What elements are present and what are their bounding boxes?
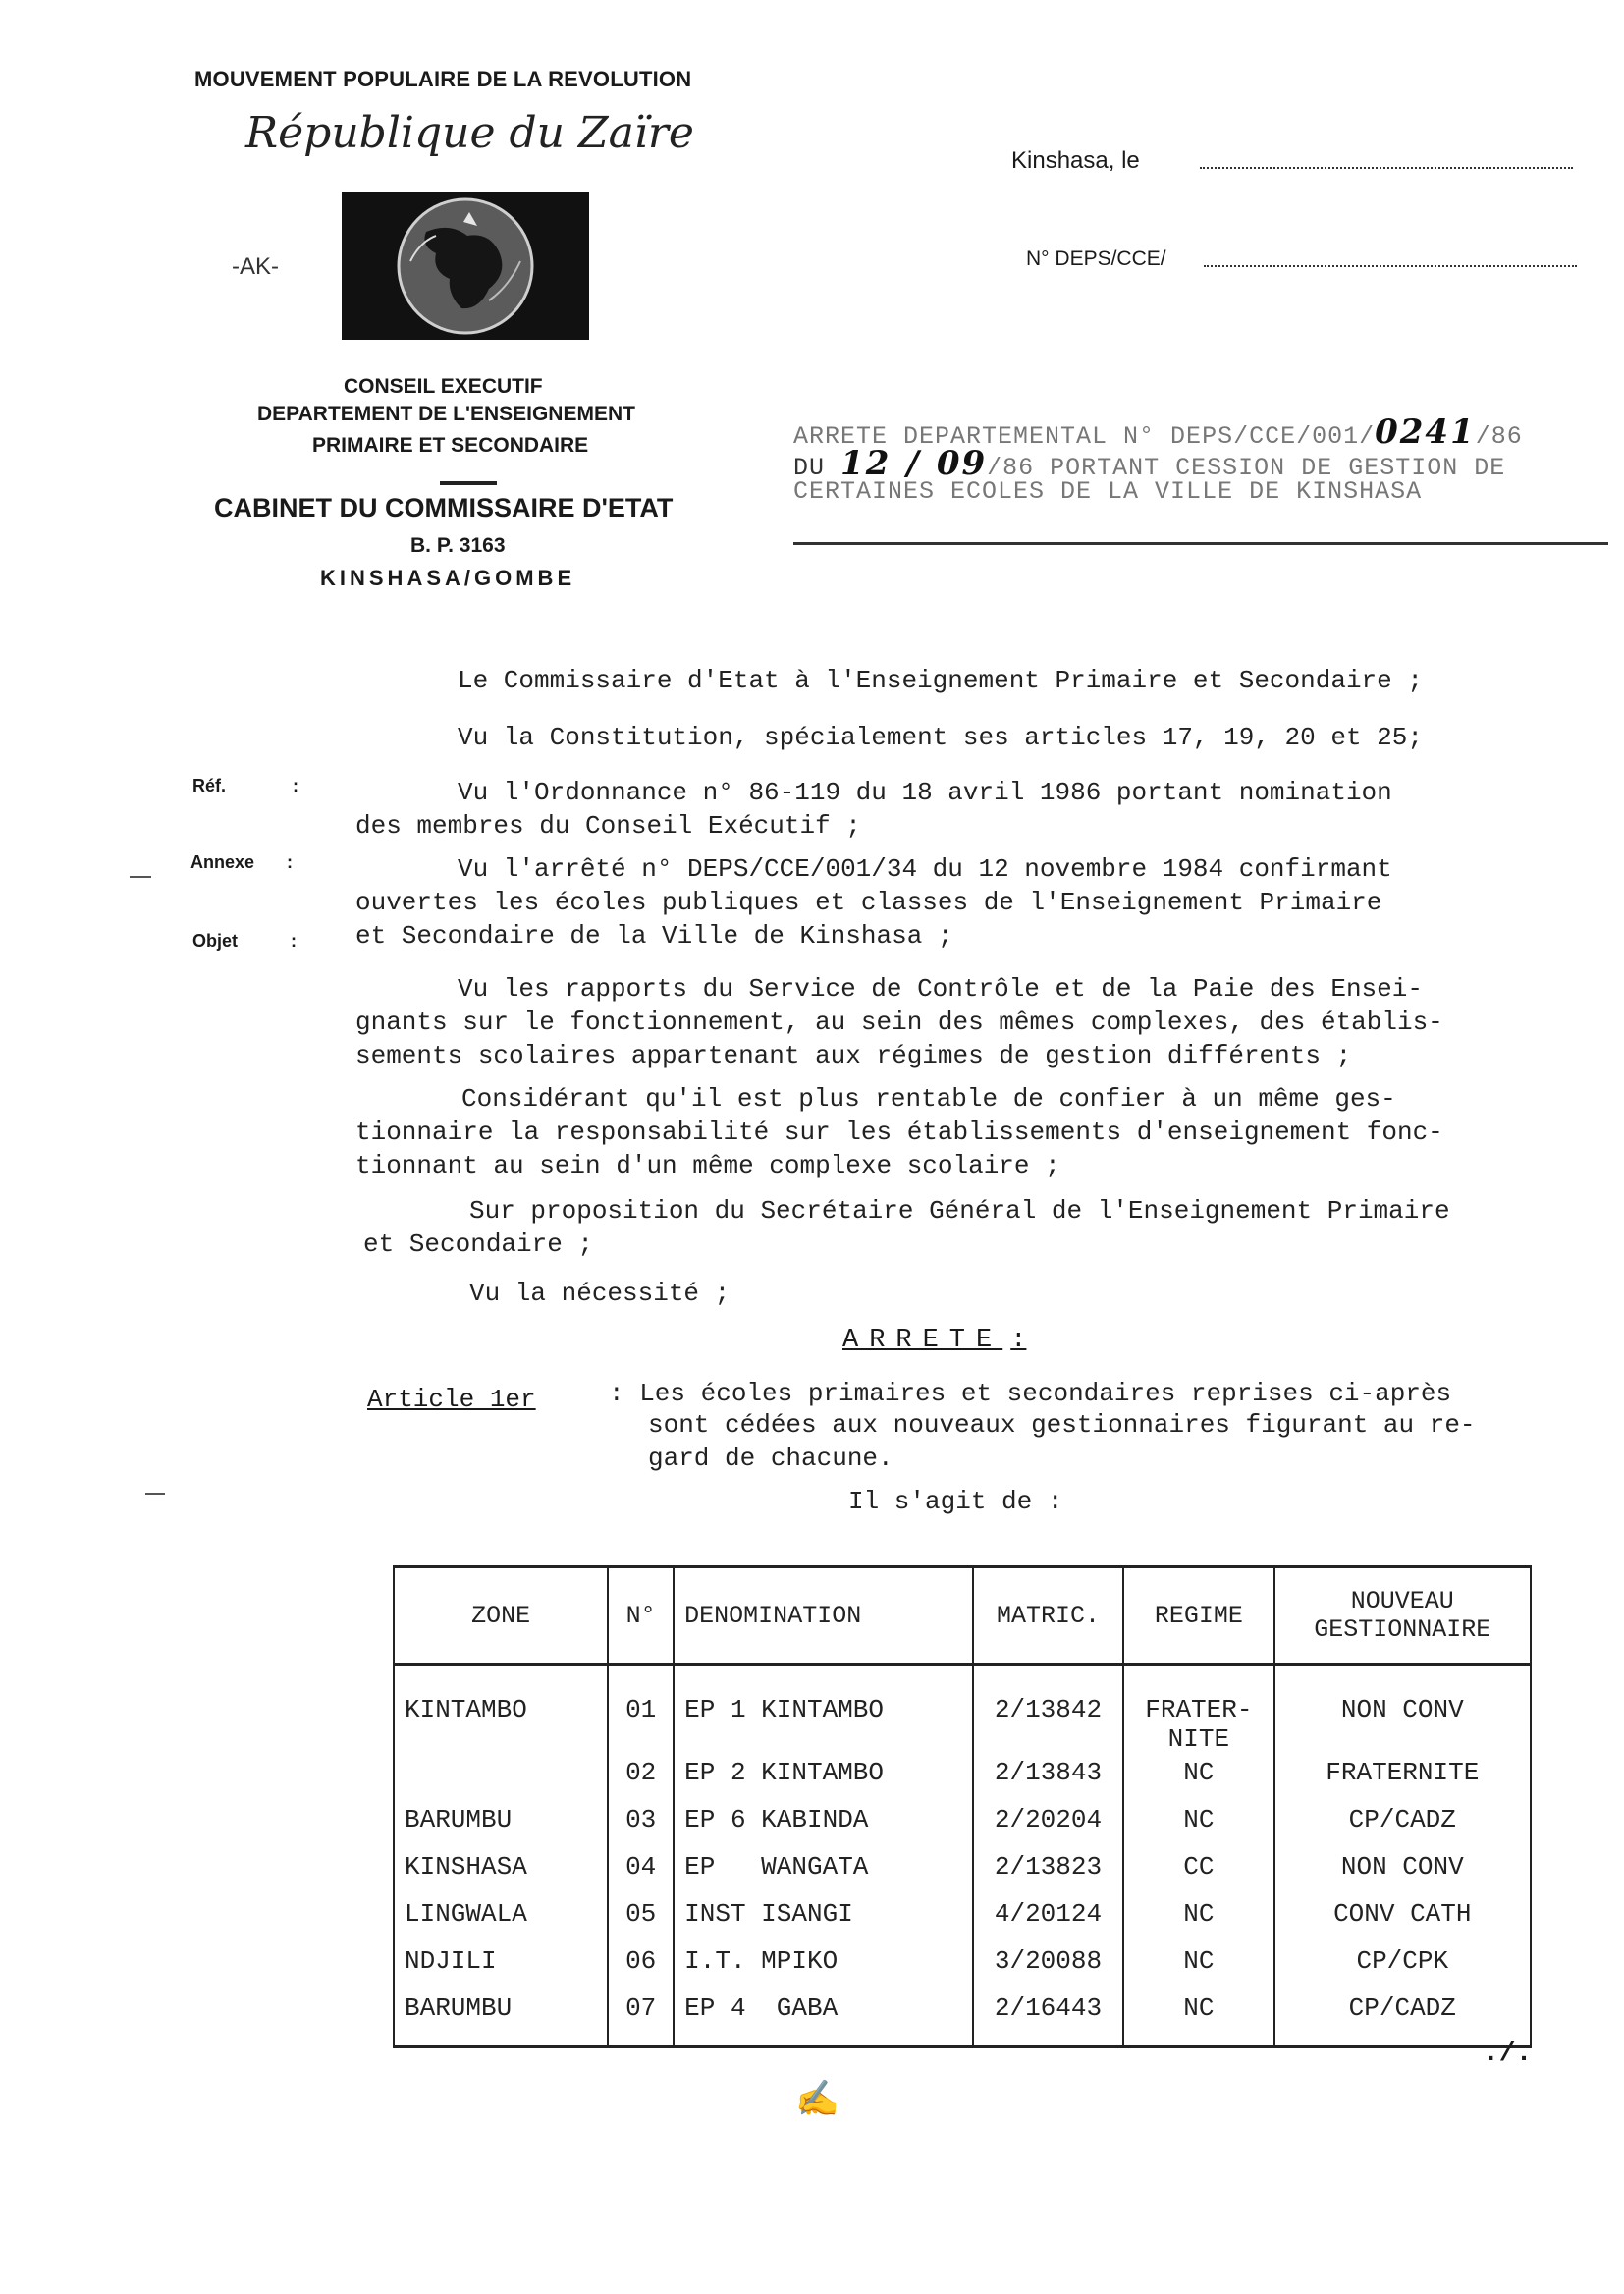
cell-zone: KINSHASA [394, 1850, 608, 1897]
body-line: des membres du Conseil Exécutif ; [355, 811, 861, 841]
col-regime: REGIME [1123, 1567, 1273, 1665]
body-line: ouvertes les écoles publiques et classes de l'Enseignement Primaire [355, 888, 1382, 917]
article-label: Article 1er [367, 1385, 536, 1414]
decree-heading-underline [793, 542, 1608, 545]
decree-year: /86 [1475, 422, 1523, 451]
body-line: Vu les rapports du Service de Contrôle et de la Paie des Ensei- [458, 974, 1423, 1004]
republic-signature-heading: République du Zaïre [245, 108, 694, 158]
body-line: sements scolaires appartenant aux régimes de gestion différents ; [355, 1041, 1352, 1070]
decree-date-prefix: DU [793, 454, 826, 482]
body-line: gnants sur le fonctionnement, au sein des mêmes complexes, des établis- [355, 1008, 1443, 1037]
cell-matric: 3/20088 [973, 1944, 1123, 1992]
col-new-manager [1274, 1567, 1531, 1665]
cell-zone: LINGWALA [394, 1897, 608, 1944]
cell-denomination: EP 1 KINTAMBO [674, 1665, 973, 1757]
body-line: Vu la nécessité ; [469, 1279, 731, 1308]
cell-denomination: EP 2 KINTAMBO [674, 1756, 973, 1803]
cell-number: 04 [608, 1850, 674, 1897]
cell-zone: NDJILI [394, 1944, 608, 1992]
margin-tick-mark [130, 876, 151, 878]
table-row [394, 1803, 1531, 1850]
po-box: B. P. 3163 [410, 534, 506, 557]
department-line-1: DEPARTEMENT DE L'ENSEIGNEMENT [257, 403, 635, 425]
decree-heading-line-3: CERTAINES ECOLES DE LA VILLE DE KINSHASA [793, 477, 1423, 506]
table-row [394, 1756, 1531, 1803]
cell-new-manager: NON CONV [1274, 1850, 1531, 1897]
city-label: KINSHASA/GOMBE [320, 566, 576, 590]
cell-regime-line-2: NITE [1167, 1724, 1230, 1754]
col-new-manager-line-2: GESTIONNAIRE [1314, 1615, 1491, 1644]
continued-mark: ./. [1483, 2039, 1533, 2069]
cell-regime: NC [1123, 1944, 1273, 1992]
col-matric: MATRIC. [973, 1567, 1123, 1665]
objet-colon: : [291, 931, 297, 951]
department-line-2: PRIMAIRE ET SECONDAIRE [312, 434, 589, 457]
decree-heading-text: ARRETE DEPARTEMENTAL N° DEPS/CCE/001/ [793, 422, 1376, 451]
arrete-title [842, 1326, 1026, 1355]
cell-matric: 2/13823 [973, 1850, 1123, 1897]
il-sagit-line: Il s'agit de : [848, 1487, 1063, 1516]
cell-denomination: EP 6 KABINDA [674, 1803, 973, 1850]
annexe-colon: : [287, 852, 293, 872]
cell-number: 03 [608, 1803, 674, 1850]
margin-tick-mark [145, 1493, 165, 1495]
cell-regime: CC [1123, 1850, 1273, 1897]
cell-zone [394, 1756, 608, 1803]
national-emblem [342, 192, 589, 340]
table-row [394, 1944, 1531, 1992]
cell-matric: 2/13842 [973, 1665, 1123, 1757]
decree-day-handwritten: 12 [840, 444, 892, 483]
article-text-line: gard de chacune. [648, 1444, 893, 1473]
decree-date-separator: / [906, 444, 921, 483]
cell-new-manager: NON CONV [1274, 1665, 1531, 1757]
body-line: et Secondaire ; [363, 1229, 594, 1259]
cell-regime: NC [1123, 1756, 1273, 1803]
cell-zone: BARUMBU [394, 1803, 608, 1850]
arrete-title-text: ARRETE [842, 1326, 1003, 1355]
cell-matric: 2/13843 [973, 1756, 1123, 1803]
cell-zone: KINTAMBO [394, 1665, 608, 1757]
cell-new-manager: FRATERNITE [1274, 1756, 1531, 1803]
header-separator [440, 481, 497, 485]
ref-label: Réf. [192, 776, 227, 795]
body-line: Le Commissaire d'Etat à l'Enseignement Primaire et Secondaire ; [458, 666, 1423, 695]
annexe-label: Annexe [190, 852, 255, 872]
body-line: tionnant au sein d'un même complexe scolaire ; [355, 1151, 1060, 1180]
cell-new-manager: CP/CPK [1274, 1944, 1531, 1992]
body-line: Sur proposition du Secrétaire Général de l'Enseignement Primaire [469, 1196, 1450, 1226]
col-new-manager-line-1: NOUVEAU [1350, 1587, 1454, 1615]
ak-mark: -AK- [232, 253, 279, 280]
body-line: et Secondaire de la Ville de Kinshasa ; [355, 921, 953, 951]
body-line: Vu l'arrêté n° DEPS/CCE/001/34 du 12 novembre 1984 confirmant [458, 854, 1392, 884]
cell-matric: 2/16443 [973, 1992, 1123, 2047]
movement-title: MOUVEMENT POPULAIRE DE LA REVOLUTION [194, 67, 692, 91]
col-denomination: DENOMINATION [674, 1567, 973, 1665]
body-line: Considérant qu'il est plus rentable de confier à un même ges- [461, 1084, 1396, 1114]
cell-regime-line-1: FRATER- [1145, 1695, 1253, 1724]
decree-month-handwritten: 09 [936, 444, 988, 483]
body-line: Vu la Constitution, spécialement ses articles 17, 19, 20 et 25; [458, 723, 1423, 752]
schools-table [393, 1565, 1532, 2048]
article-text-line: : Les écoles primaires et secondaires reprises ci-après [609, 1379, 1452, 1408]
body-line: tionnaire la responsabilité sur les établissements d'enseignement fonc- [355, 1118, 1443, 1147]
table-header-row [394, 1567, 1531, 1665]
emblem-globe-icon [342, 192, 589, 340]
cabinet-title: CABINET DU COMMISSAIRE D'ETAT [214, 493, 674, 522]
cell-number: 07 [608, 1992, 674, 2047]
article-text-line: sont cédées aux nouveaux gestionnaires figurant au re- [648, 1410, 1476, 1440]
council-label: CONSEIL EXECUTIF [344, 375, 543, 398]
reference-number-label: N° DEPS/CCE/ [1026, 247, 1166, 270]
table-row [394, 1897, 1531, 1944]
cell-regime [1123, 1665, 1273, 1757]
table-row [394, 1665, 1531, 1757]
cell-denomination: I.T. MPIKO [674, 1944, 973, 1992]
cell-number: 06 [608, 1944, 674, 1992]
table-row [394, 1992, 1531, 2047]
cell-matric: 4/20124 [973, 1897, 1123, 1944]
decree-number-handwritten: 0241 [1375, 412, 1476, 452]
decree-heading-subject: /86 PORTANT CESSION DE GESTION DE [987, 454, 1506, 482]
cell-denomination: EP WANGATA [674, 1850, 973, 1897]
table-row [394, 1850, 1531, 1897]
body-line: Vu l'Ordonnance n° 86-119 du 18 avril 1986 portant nomination [458, 778, 1392, 807]
date-dotted-line [1200, 167, 1573, 169]
cell-regime: NC [1123, 1992, 1273, 2047]
cell-denomination: EP 4 GABA [674, 1992, 973, 2047]
cell-number: 01 [608, 1665, 674, 1757]
objet-label: Objet [192, 931, 239, 951]
cell-new-manager: CONV CATH [1274, 1897, 1531, 1944]
place-date-label: Kinshasa, le [1011, 147, 1140, 174]
cell-number: 02 [608, 1756, 674, 1803]
cell-new-manager: CP/CADZ [1274, 1992, 1531, 2047]
reference-dotted-line [1204, 265, 1577, 267]
col-zone: ZONE [394, 1567, 608, 1665]
cell-zone: BARUMBU [394, 1992, 608, 2047]
cell-regime: NC [1123, 1897, 1273, 1944]
cell-number: 05 [608, 1897, 674, 1944]
cell-new-manager: CP/CADZ [1274, 1803, 1531, 1850]
cell-regime: NC [1123, 1803, 1273, 1850]
paraph-initials-icon: ✍ [795, 2079, 839, 2118]
cell-matric: 2/20204 [973, 1803, 1123, 1850]
cell-denomination: INST ISANGI [674, 1897, 973, 1944]
arrete-title-colon: : [1010, 1326, 1027, 1355]
col-number: N° [608, 1567, 674, 1665]
ref-colon: : [293, 776, 298, 795]
